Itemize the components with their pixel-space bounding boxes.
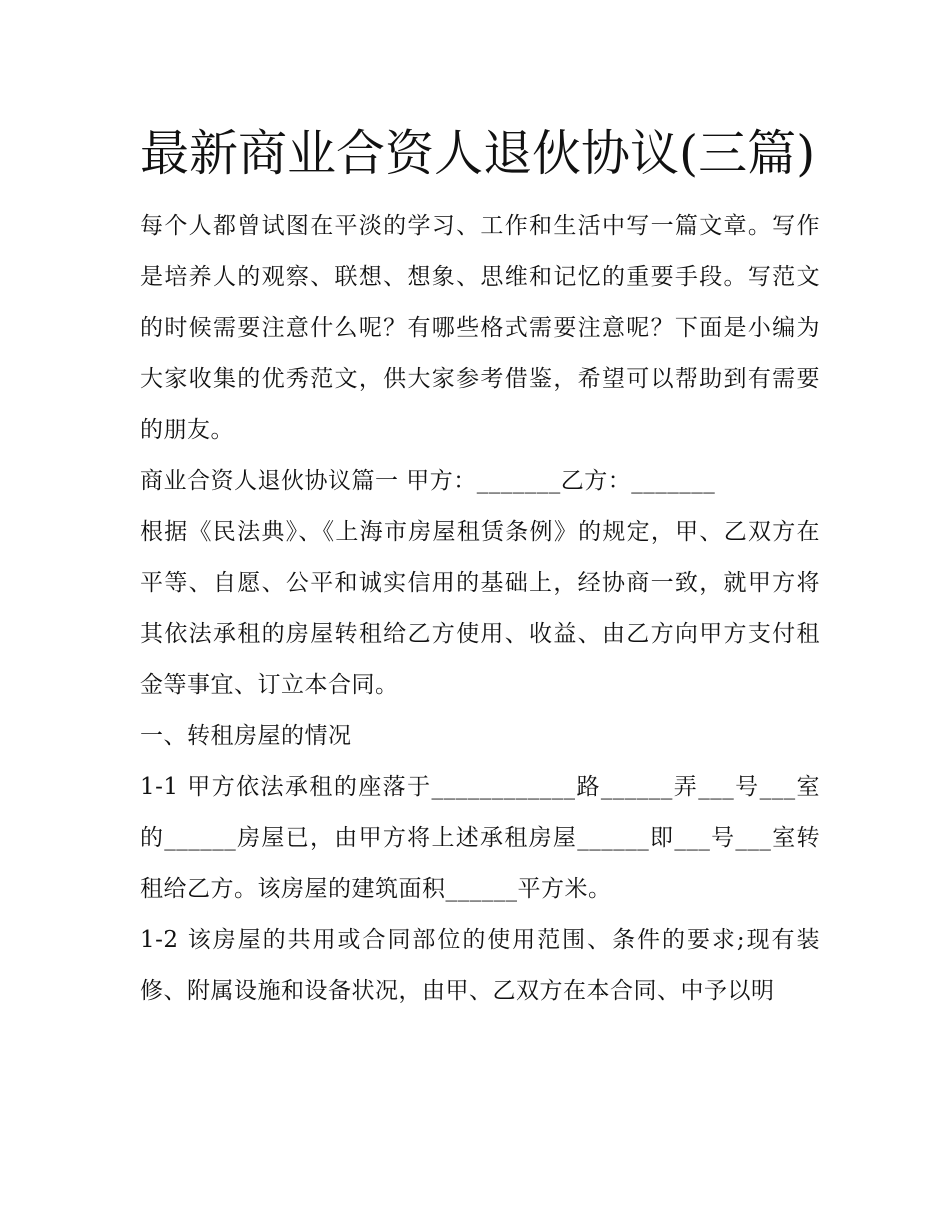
document-page xyxy=(140,112,820,1017)
clause-1-1: 1-1 甲方依法承租的座落于____________路______弄___号___室的______房屋已，由甲方将上述承租房屋______即___号___室转租给乙方。该房屋的建筑面积______平方米。 xyxy=(140,774,820,902)
intro-paragraph: 每个人都曾试图在平淡的学习、工作和生活中写一篇文章。写作是培养人的观察、联想、想象、思维和记忆的重要手段。写范文的时候需要注意什么呢？有哪些格式需要注意呢？下面是小编为大家收集的优秀范文，供大家参考借鉴，希望可以帮助到有需要的朋友。 xyxy=(140,213,820,443)
clause-1-2: 1-2 该房屋的共用或合同部位的使用范围、条件的要求;现有装修、附属设施和设备状况，由甲、乙双方在本合同、中予以明 xyxy=(140,927,820,1004)
agreement-parties-line: 商业合资人退伙协议篇一 甲方：_______乙方：_______ xyxy=(140,468,716,494)
section-heading-1: 一、转租房屋的情况 xyxy=(140,723,352,749)
legal-basis-paragraph: 根据《民法典》、《上海市房屋租赁条例》的规定，甲、乙双方在平等、自愿、公平和诚实信用的基础上，经协商一致，就甲方将其依法承租的房屋转租给乙方使用、收益、由乙方向甲方支付租金等事宜、订立本合同。 xyxy=(140,519,820,698)
document-title: 最新商业合资人退伙协议(三篇) xyxy=(140,125,816,182)
